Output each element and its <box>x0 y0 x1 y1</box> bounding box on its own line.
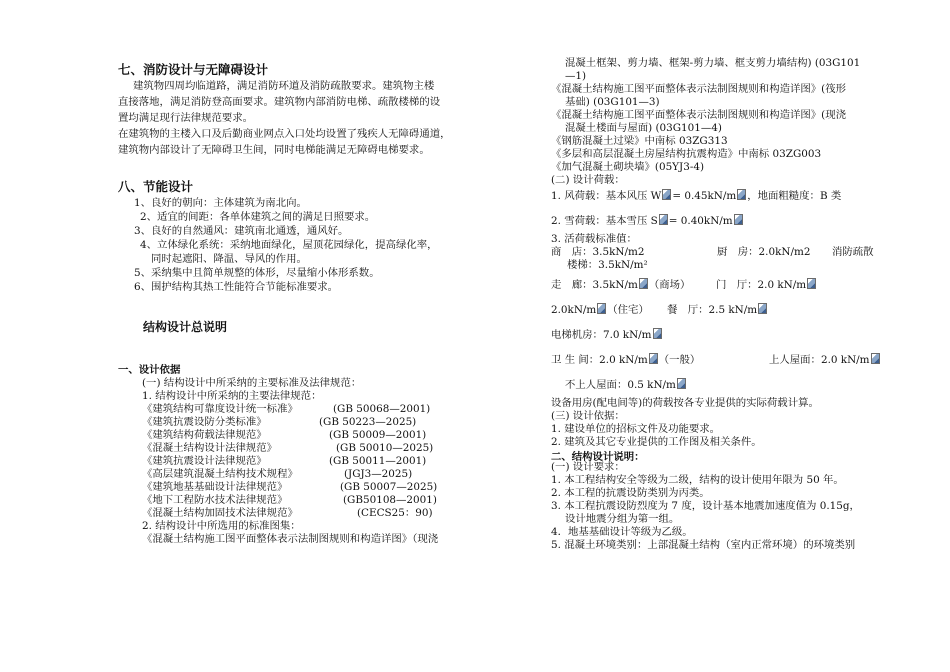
formula-image-icon <box>597 303 606 314</box>
paragraph-line: 3. 本工程抗震设防烈度为 7 度，设计基本地震加速度值为 0.15g， <box>551 500 860 512</box>
paragraph-line: 建筑物内部设计了无障碍卫生间，同时电梯能满足无障碍电梯要求。 <box>118 144 430 156</box>
code-number: (GB 50068—2001) <box>333 403 431 415</box>
paragraph-line: (一) 设计要求： <box>551 461 625 473</box>
code-name: 《高层建筑混凝土结构技术规程》 <box>142 468 298 480</box>
list-item: 6、围护结构其热工性能符合节能标准要求。 <box>134 281 339 293</box>
dining-value: 餐 厅：2.5 kN/m <box>667 304 758 316</box>
load-elevator <box>551 328 663 342</box>
code-name: 《混凝土结构设计法律规范》 <box>142 442 278 454</box>
code-name: 《建筑抗震设计法律规范》 <box>142 455 267 467</box>
corridor-value: 走 廊：3.5kN/m <box>551 279 638 291</box>
formula-image-icon <box>677 378 686 389</box>
paragraph-line: 建筑物四周均临道路，满足消防环道及消防疏散要求。建筑物主楼 <box>133 80 435 92</box>
formula-image-icon <box>653 328 662 339</box>
load-stairs: 消防疏散 <box>832 246 874 258</box>
paragraph-line: 1. 本工程结构安全等级为二级，结构的设计使用年限为 50 年。 <box>551 474 844 486</box>
paragraph-line: 设计地震分组为第一组。 <box>565 513 680 525</box>
atlas-line: 《加气混凝土砌块墙》(05YJ3-4) <box>551 161 704 173</box>
basis-line: (一) 结构设计中所采纳的主要标准及法律规范： <box>142 377 362 389</box>
code-number: (GB 50010—2025) <box>336 442 434 454</box>
section-7-title: 七、消防设计与无障碍设计 <box>118 62 269 77</box>
load-heading: (二) 设计荷载： <box>551 174 625 186</box>
section-8-title: 八、节能设计 <box>118 179 194 194</box>
atlas-line: 基础) (03G101—3) <box>565 96 660 108</box>
hall-value: 门 厅：2.0 kN/m <box>716 279 807 291</box>
code-number: (JGJ3—2025) <box>344 468 413 480</box>
code-number: (CECS25：90) <box>357 507 433 519</box>
atlas-line: 《多层和高层混凝土房屋结构抗震构造》中南标 03ZG003 <box>551 148 822 160</box>
live-load-title: 3. 活荷载标准值： <box>551 233 637 245</box>
code-number: (GB 50223—2025) <box>319 416 417 428</box>
wind-roughness: ，地面粗糙度：B 类 <box>747 190 842 202</box>
code-name: 《建筑结构荷载法律规范》 <box>142 429 267 441</box>
roof-accessible-value: 上人屋面：2.0 kN/m <box>769 354 870 366</box>
paragraph-line: 5. 混凝土环境类别：上部混凝土结构（室内正常环境）的环境类别 <box>551 539 856 551</box>
list-item: 4、立体绿化系统：采纳地面绿化，屋顶花园绿化，提高绿化率， <box>140 239 438 251</box>
load-roof-accessible <box>769 353 881 367</box>
formula-image-icon <box>807 278 816 289</box>
snow-load <box>551 214 744 228</box>
paragraph-line: (三) 设计依据： <box>551 410 625 422</box>
paragraph-line: 1. 建设单位的招标文件及功能要求。 <box>551 423 721 435</box>
atlas-line: 《混凝土结构施工图平面整体表示法制图规则和构造详图》(现浇 <box>551 109 846 121</box>
toilet-value: 卫 生 间：2.0 kN/m <box>551 354 648 366</box>
load-hall <box>716 278 817 292</box>
paragraph-line: 4．地基基础设计等级为乙级。 <box>551 526 693 538</box>
corridor-note: （商场） <box>648 279 691 291</box>
list-item: 1、良好的朝向：主体建筑为南北向。 <box>134 197 307 209</box>
atlas-line: 《钢筋混凝土过梁》中南标 03ZG313 <box>551 135 728 147</box>
residence-value: 2.0kN/m <box>551 304 597 316</box>
load-stairs-value: 楼梯：3.5kN/m² <box>567 259 648 271</box>
roof-inaccessible-value: 不上人屋面：0.5 kN/m <box>565 379 676 391</box>
wind-load <box>551 189 841 203</box>
snow-label: 2. 雪荷载：基本雪压 S <box>551 215 658 227</box>
formula-image-icon <box>649 353 658 364</box>
basis-line: 2. 结构设计中所选用的标准图集： <box>142 520 301 532</box>
code-number: (GB 50011—2001) <box>329 455 427 467</box>
snow-value: = 0.40kN/m <box>668 215 733 227</box>
formula-image-icon <box>662 189 671 200</box>
basis-title: 一、设计依据 <box>118 364 181 376</box>
structure-title: 结构设计总说明 <box>143 320 228 334</box>
toilet-note: （一般） <box>658 354 701 366</box>
formula-image-icon <box>737 189 746 200</box>
load-kitchen: 厨 房：2.0kN/m2 <box>717 246 811 258</box>
paragraph-line: 设备用房(配电间等)的荷载按各专业提供的实际荷载计算。 <box>551 397 819 409</box>
atlas-line: 《混凝土结构施工图平面整体表示法制图规则和构造详图》(筏形 <box>551 83 846 95</box>
code-name: 《混凝土结构加固技术法律规范》 <box>142 507 298 519</box>
list-item: 同时起遮阳、降温、导风的作用。 <box>151 253 307 265</box>
list-item: 2、适宜的间距：各单体建筑之间的满足日照要求。 <box>140 211 376 223</box>
formula-image-icon <box>871 353 880 364</box>
load-corridor <box>551 278 690 292</box>
code-name: 《建筑抗震设防分类标准》 <box>142 416 267 428</box>
paragraph-line: 2. 建筑及其它专业提供的工作图及相关条件。 <box>551 436 762 448</box>
atlas-line: —1) <box>565 70 587 82</box>
residence-note: （住宅） <box>607 304 649 316</box>
list-item: 5、采纳集中且简单规整的体形，尽量缩小体形系数。 <box>134 267 380 279</box>
load-residence <box>551 303 649 317</box>
code-number: (GB 50007—2025) <box>340 481 438 493</box>
code-number: (GB50108—2001) <box>343 494 437 506</box>
atlas-line: 混凝土框架、剪力墙、框架-剪力墙、框支剪力墙结构) (03G101 <box>565 57 861 69</box>
paragraph-line: 2. 本工程的抗震设防类别为丙类。 <box>551 487 710 499</box>
elevator-value: 电梯机房：7.0 kN/m <box>551 329 652 341</box>
load-shop: 商 店：3.5kN/m2 <box>551 246 645 258</box>
code-name: 《建筑地基基础设计法律规范》 <box>142 481 288 493</box>
code-number: (GB 50009—2001) <box>329 429 427 441</box>
section-2-title: 二、结构设计说明： <box>551 451 645 463</box>
paragraph-line: 置均满足现行法律规范要求。 <box>118 112 254 124</box>
load-toilet <box>551 353 700 367</box>
formula-image-icon <box>758 303 767 314</box>
code-name: 《建筑结构可靠度设计统一标准》 <box>142 403 298 415</box>
formula-image-icon <box>659 214 668 225</box>
formula-image-icon <box>734 214 743 225</box>
list-item: 3、良好的自然通风：建筑南北通透，通风好。 <box>134 225 349 237</box>
basis-line: 《混凝土结构施工图平面整体表示法制图规则和构造详图》（现浇 <box>142 533 439 545</box>
wind-label: 1. 风荷载：基本风压 W <box>551 190 662 202</box>
load-roof-inaccessible <box>565 378 687 392</box>
paragraph-line: 在建筑物的主楼入口及后勤商业网点入口处均设置了残疾人无障碍通道， <box>118 128 451 140</box>
basis-line: 1. 结构设计中所采纳的主要法律规范： <box>142 390 322 402</box>
code-name: 《地下工程防水技术法律规范》 <box>142 494 288 506</box>
load-dining <box>667 303 768 317</box>
atlas-line: 混凝土楼面与屋面) (03G101—4) <box>565 122 722 134</box>
paragraph-line: 直接落地，满足消防登高面要求。建筑物内部消防电梯、疏散楼梯的设 <box>118 96 441 108</box>
wind-value: = 0.45kN/m <box>672 190 737 202</box>
formula-image-icon <box>639 278 648 289</box>
